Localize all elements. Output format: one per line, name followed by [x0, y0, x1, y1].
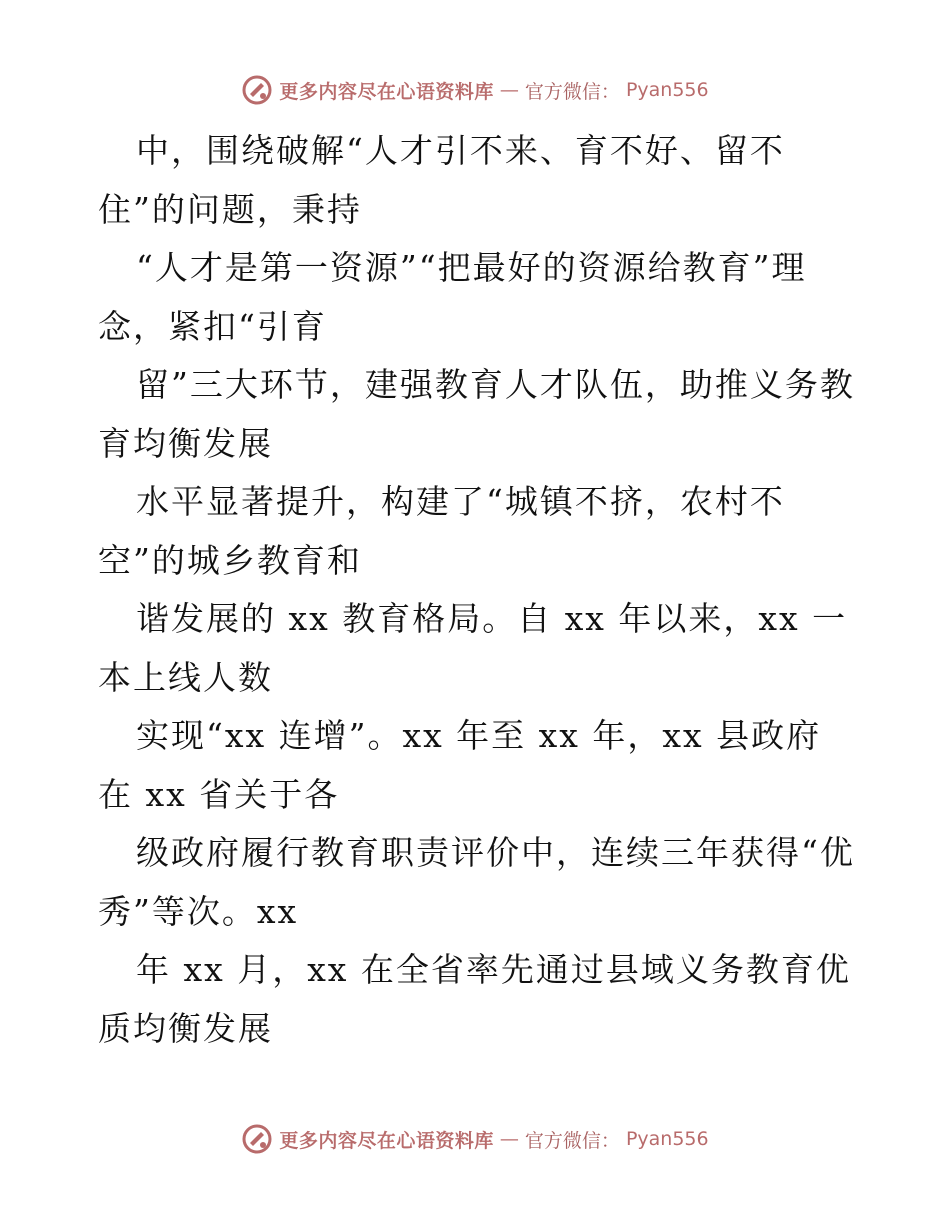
body-line: 水平显著提升，构建了“城镇不挤，农村不 — [136, 482, 785, 521]
body-line: 中，围绕破解“人才引不来、育不好、留不 — [136, 131, 785, 170]
body-line: “人才是第一资源”“把最好的资源给教育”理 — [136, 248, 807, 287]
body-line: 育均衡发展 — [98, 423, 273, 463]
watermark-label: 官方微信： — [524, 1129, 620, 1152]
body-line: 级政府履行教育职责评价中，连续三年获得“优 — [136, 833, 855, 872]
body-line: 质均衡发展 — [98, 1008, 273, 1048]
watermark-separator: — — [499, 79, 519, 101]
seal-logo-icon — [241, 1123, 273, 1155]
header-watermark — [0, 74, 950, 106]
watermark-separator: — — [499, 1128, 519, 1150]
body-line: 实现“xx 连增”。xx 年至 xx 年，xx 县政府 — [136, 716, 822, 755]
body-line: 在 xx 省关于各 — [98, 774, 340, 814]
watermark-id: Pyan556 — [625, 79, 709, 101]
body-line: 空”的城乡教育和 — [98, 540, 362, 580]
body-line: 谐发展的 xx 教育格局。自 xx 年以来，xx 一 — [136, 599, 848, 638]
watermark-label: 官方微信： — [524, 80, 620, 103]
body-text — [98, 122, 858, 1058]
body-line: 秀”等次。xx — [98, 891, 299, 931]
body-line: 留”三大环节，建强教育人才队伍，助推义务教 — [136, 365, 855, 404]
seal-logo-icon — [241, 74, 273, 106]
body-line: 本上线人数 — [98, 657, 273, 697]
footer-watermark — [0, 1123, 950, 1155]
body-line: 念，紧扣“引育 — [98, 306, 327, 346]
watermark-text: 更多内容尽在心语资料库 — [279, 1129, 494, 1152]
watermark-id: Pyan556 — [625, 1128, 709, 1150]
body-line: 年 xx 月，xx 在全省率先通过县域义务教育优 — [136, 950, 851, 989]
body-line: 住”的问题，秉持 — [98, 189, 362, 229]
watermark-text: 更多内容尽在心语资料库 — [279, 80, 494, 103]
